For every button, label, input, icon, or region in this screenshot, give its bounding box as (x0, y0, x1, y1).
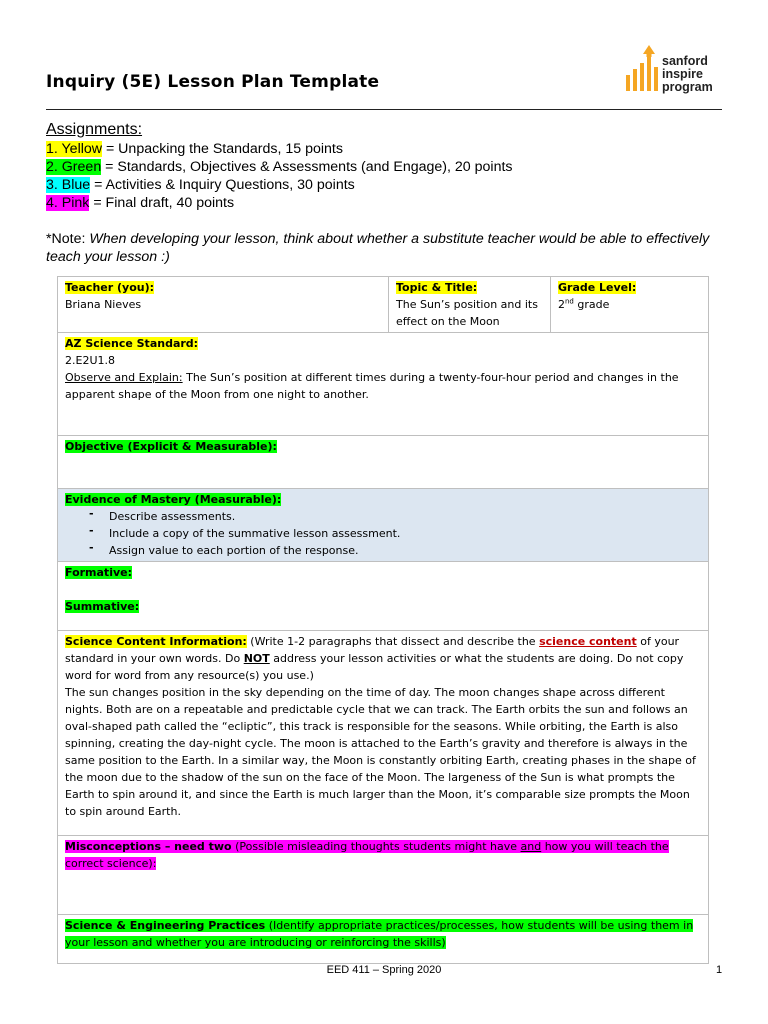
topic-label: Topic & Title: (396, 281, 478, 294)
grade-number: 2 (558, 298, 565, 311)
assignments-heading: Assignments: (46, 121, 143, 138)
list-item: - Assign value to each portion of the response. (79, 542, 702, 559)
objective-cell (58, 436, 709, 489)
content-intro-c: address your lesson activities or what the students are doing. Do not copy word for word from any resource(s) you use.) (65, 652, 684, 682)
evidence-cell (58, 489, 709, 562)
grade-cell (551, 277, 709, 333)
table-row (58, 277, 709, 333)
list-item: - Describe assessments. (79, 508, 702, 525)
content-intro-b: of your standard in your own words. Do (65, 635, 680, 665)
logo-word-sanford: sanford (662, 54, 708, 68)
footer-page-number: 1 (716, 964, 723, 976)
misconceptions-highlight (65, 840, 669, 870)
assignment-color-label: 4. Pink (46, 195, 90, 211)
lesson-plan-table (57, 276, 709, 964)
assignment-item-pink (46, 194, 726, 212)
misconceptions-label: Misconceptions – need two (65, 840, 232, 853)
logo-word-inspire: inspire (662, 67, 703, 81)
standard-label: AZ Science Standard: (65, 337, 199, 350)
practices-label: Science & Engineering Practices (65, 919, 266, 932)
observe-text: The Sun’s position at different times during a twenty-four-hour period and changes in the apparent shape of the Moon from one night to another. (65, 371, 679, 401)
grade-suffix: nd (565, 297, 574, 306)
table-row (58, 333, 709, 436)
assessment-cell (58, 562, 709, 631)
content-body: The sun changes position in the sky depending on the time of day. The moon changes shape across different nights. Both are on a repeatable and predictable cycle that we can track. The Earth orbits the sun and follows an oval-shaped path called the “ecliptic”, this track is responsible for the seasons. While orbiting, the Earth is also spinning, creating the day-night cycle. The moon is attached to the Earth’s gravity and therefore is always in the same position to the Earth. In a similar way, the Moon is constantly orbiting Earth, creating phases in the shape of the moon due to the shadow of the sun on the face of the Moon. The largeness of the Sun is what prompts the Earth to spin around it, and since the Earth is much larger than the Moon, it’s comparable size prompts the Moon to spin around Earth. (65, 686, 696, 818)
logo-text (662, 55, 713, 94)
table-row (58, 631, 709, 836)
assignment-item-blue (46, 176, 726, 194)
content-label: Science Content Information: (65, 635, 247, 648)
grade-value (558, 298, 609, 311)
table-row (58, 562, 709, 631)
assignment-desc: = Activities & Inquiry Questions, 30 points (90, 177, 355, 193)
practices-cell (58, 915, 709, 964)
assignment-desc: = Unpacking the Standards, 15 points (102, 141, 343, 157)
evidence-label: Evidence of Mastery (Measurable): (65, 493, 282, 506)
note-text: When developing your lesson, think about whether a substitute teacher would be able to effectively teach your lesson :) (46, 231, 710, 265)
teacher-cell (58, 277, 389, 333)
assignment-item-green (46, 158, 726, 176)
observe-label: Observe and Explain: (65, 371, 183, 384)
standard-code: 2.E2U1.8 (65, 354, 115, 367)
science-content-link[interactable]: science content (539, 635, 637, 648)
evidence-list (65, 508, 702, 559)
teacher-label: Teacher (you): (65, 281, 155, 294)
logo-bars-icon (624, 45, 660, 93)
note-prefix: *Note: (46, 231, 90, 247)
teacher-name: Briana Nieves (65, 298, 142, 311)
misconceptions-cell (58, 836, 709, 915)
content-not: NOT (243, 652, 270, 665)
assignment-color-label: 2. Green (46, 159, 102, 175)
standard-cell (58, 333, 709, 436)
grade-label: Grade Level: (558, 281, 637, 294)
formative-label: Formative: (65, 566, 132, 579)
misconceptions-text-b: how you will teach the correct science): (65, 840, 669, 870)
footer-course: EED 411 – Spring 2020 (326, 964, 442, 976)
grade-word: grade (573, 298, 610, 311)
summative-label: Summative: (65, 600, 140, 613)
table-row (58, 915, 709, 964)
table-row (58, 436, 709, 489)
assignment-color-label: 1. Yellow (46, 141, 103, 157)
content-cell (58, 631, 709, 836)
misconceptions-text-a: (Possible misleading thoughts students might have (231, 840, 521, 853)
content-intro-a: (Write 1-2 paragraphs that dissect and describe the (246, 635, 540, 648)
topic-cell (389, 277, 551, 333)
sanford-inspire-logo (624, 45, 734, 95)
assignment-item-yellow (46, 140, 726, 158)
page-title: Inquiry (5E) Lesson Plan Template (46, 72, 380, 92)
header-divider (46, 109, 722, 110)
practices-highlight (65, 919, 693, 949)
assignment-color-label: 3. Blue (46, 177, 91, 193)
table-row (58, 836, 709, 915)
list-item: - Include a copy of the summative lesson assessment. (79, 525, 702, 542)
logo-word-program: program (662, 80, 713, 94)
objective-label: Objective (Explicit & Measurable): (65, 440, 277, 453)
assignment-desc: = Final draft, 40 points (89, 195, 235, 211)
assignments-section (46, 120, 726, 212)
topic-value: The Sun’s position and its effect on the Moon (396, 298, 538, 328)
misconceptions-and: and (520, 840, 542, 853)
practices-text: (Identify appropriate practices/processes, how students will be using them in your lesson and whether you are introducing or reinforcing the skills) (65, 919, 694, 949)
table-row (58, 489, 709, 562)
substitute-note (46, 230, 726, 266)
assignment-desc: = Standards, Objectives & Assessments (and Engage), 20 points (101, 159, 513, 175)
